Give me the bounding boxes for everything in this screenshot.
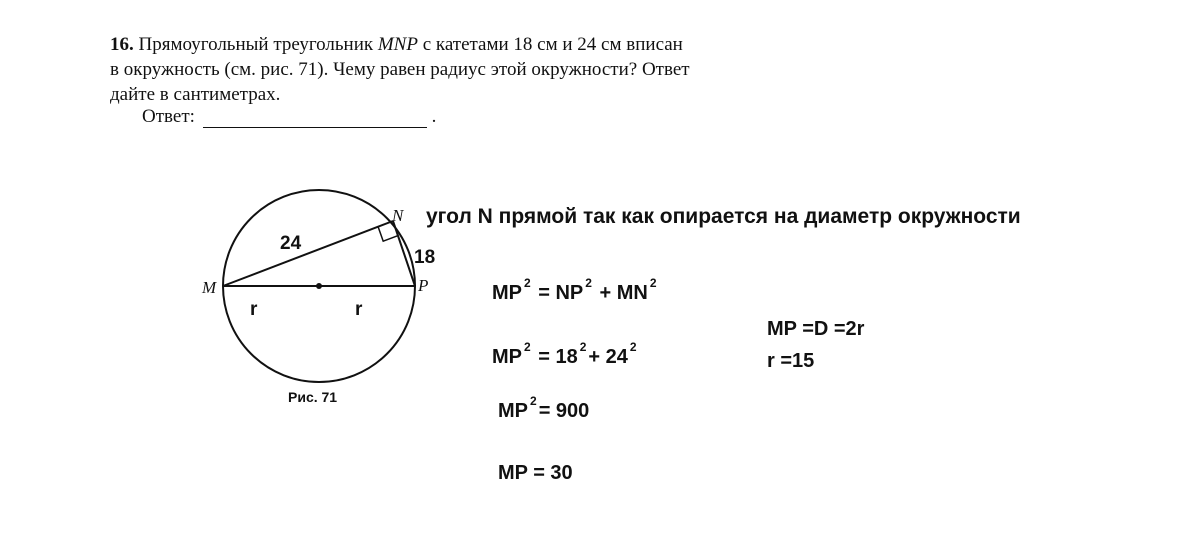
triangle-name: MNP <box>377 34 418 55</box>
problem-line-3: дайте в сантиметрах. <box>110 84 281 105</box>
exponent: 2 <box>530 394 537 408</box>
exponent: 2 <box>649 276 657 290</box>
answer-line <box>142 106 436 128</box>
problem-line-1 <box>110 32 770 57</box>
equation-diameter: MP =D =2r <box>767 318 865 340</box>
label-r-right: r <box>355 299 363 320</box>
exponent: 2 <box>585 276 592 290</box>
problem-number: 16. <box>110 34 134 55</box>
equation-pythagoras: MP $^2$ = NP $^2$ + MN $^2$ <box>492 276 657 304</box>
equation-substitution: MP $^2$ = 18 $^2$ + 24 $^2$ <box>492 340 637 368</box>
exponent: 2 <box>629 340 637 354</box>
figure-caption: Рис. 71 <box>288 389 338 405</box>
label-18: 18 <box>414 247 436 268</box>
exponent: 2 <box>579 340 587 354</box>
center-point <box>316 283 322 289</box>
problem-text-1a: Прямоугольный треугольник <box>138 34 374 55</box>
equation-mp-result: MP = 30 <box>498 462 573 484</box>
label-n: N <box>392 206 404 225</box>
answer-period: . <box>431 106 437 127</box>
equation-square: MP $^2$ = 900 <box>498 394 590 422</box>
solution-reason: угол N прямой так как опирается на диаметр окружности <box>426 205 1021 228</box>
answer-blank <box>203 109 427 128</box>
label-r-left: r <box>250 299 258 320</box>
exponent: 2 <box>524 276 531 290</box>
label-24: 24 <box>280 233 302 254</box>
geometry-figure <box>180 185 450 415</box>
label-p: P <box>418 276 429 295</box>
equation-radius-result: r =15 <box>767 350 815 372</box>
exponent: 2 <box>524 340 531 354</box>
label-m: M <box>202 278 217 297</box>
problem-line-2: в окружность (см. рис. 71). Чему равен радиус этой окружности? Ответ <box>110 59 690 80</box>
answer-label: Ответ: <box>142 106 195 127</box>
problem-text-1b: с катетами 18 см и 24 см вписан <box>422 34 683 55</box>
problem-text <box>110 32 770 107</box>
side-np <box>393 221 415 286</box>
side-mn <box>223 221 393 286</box>
